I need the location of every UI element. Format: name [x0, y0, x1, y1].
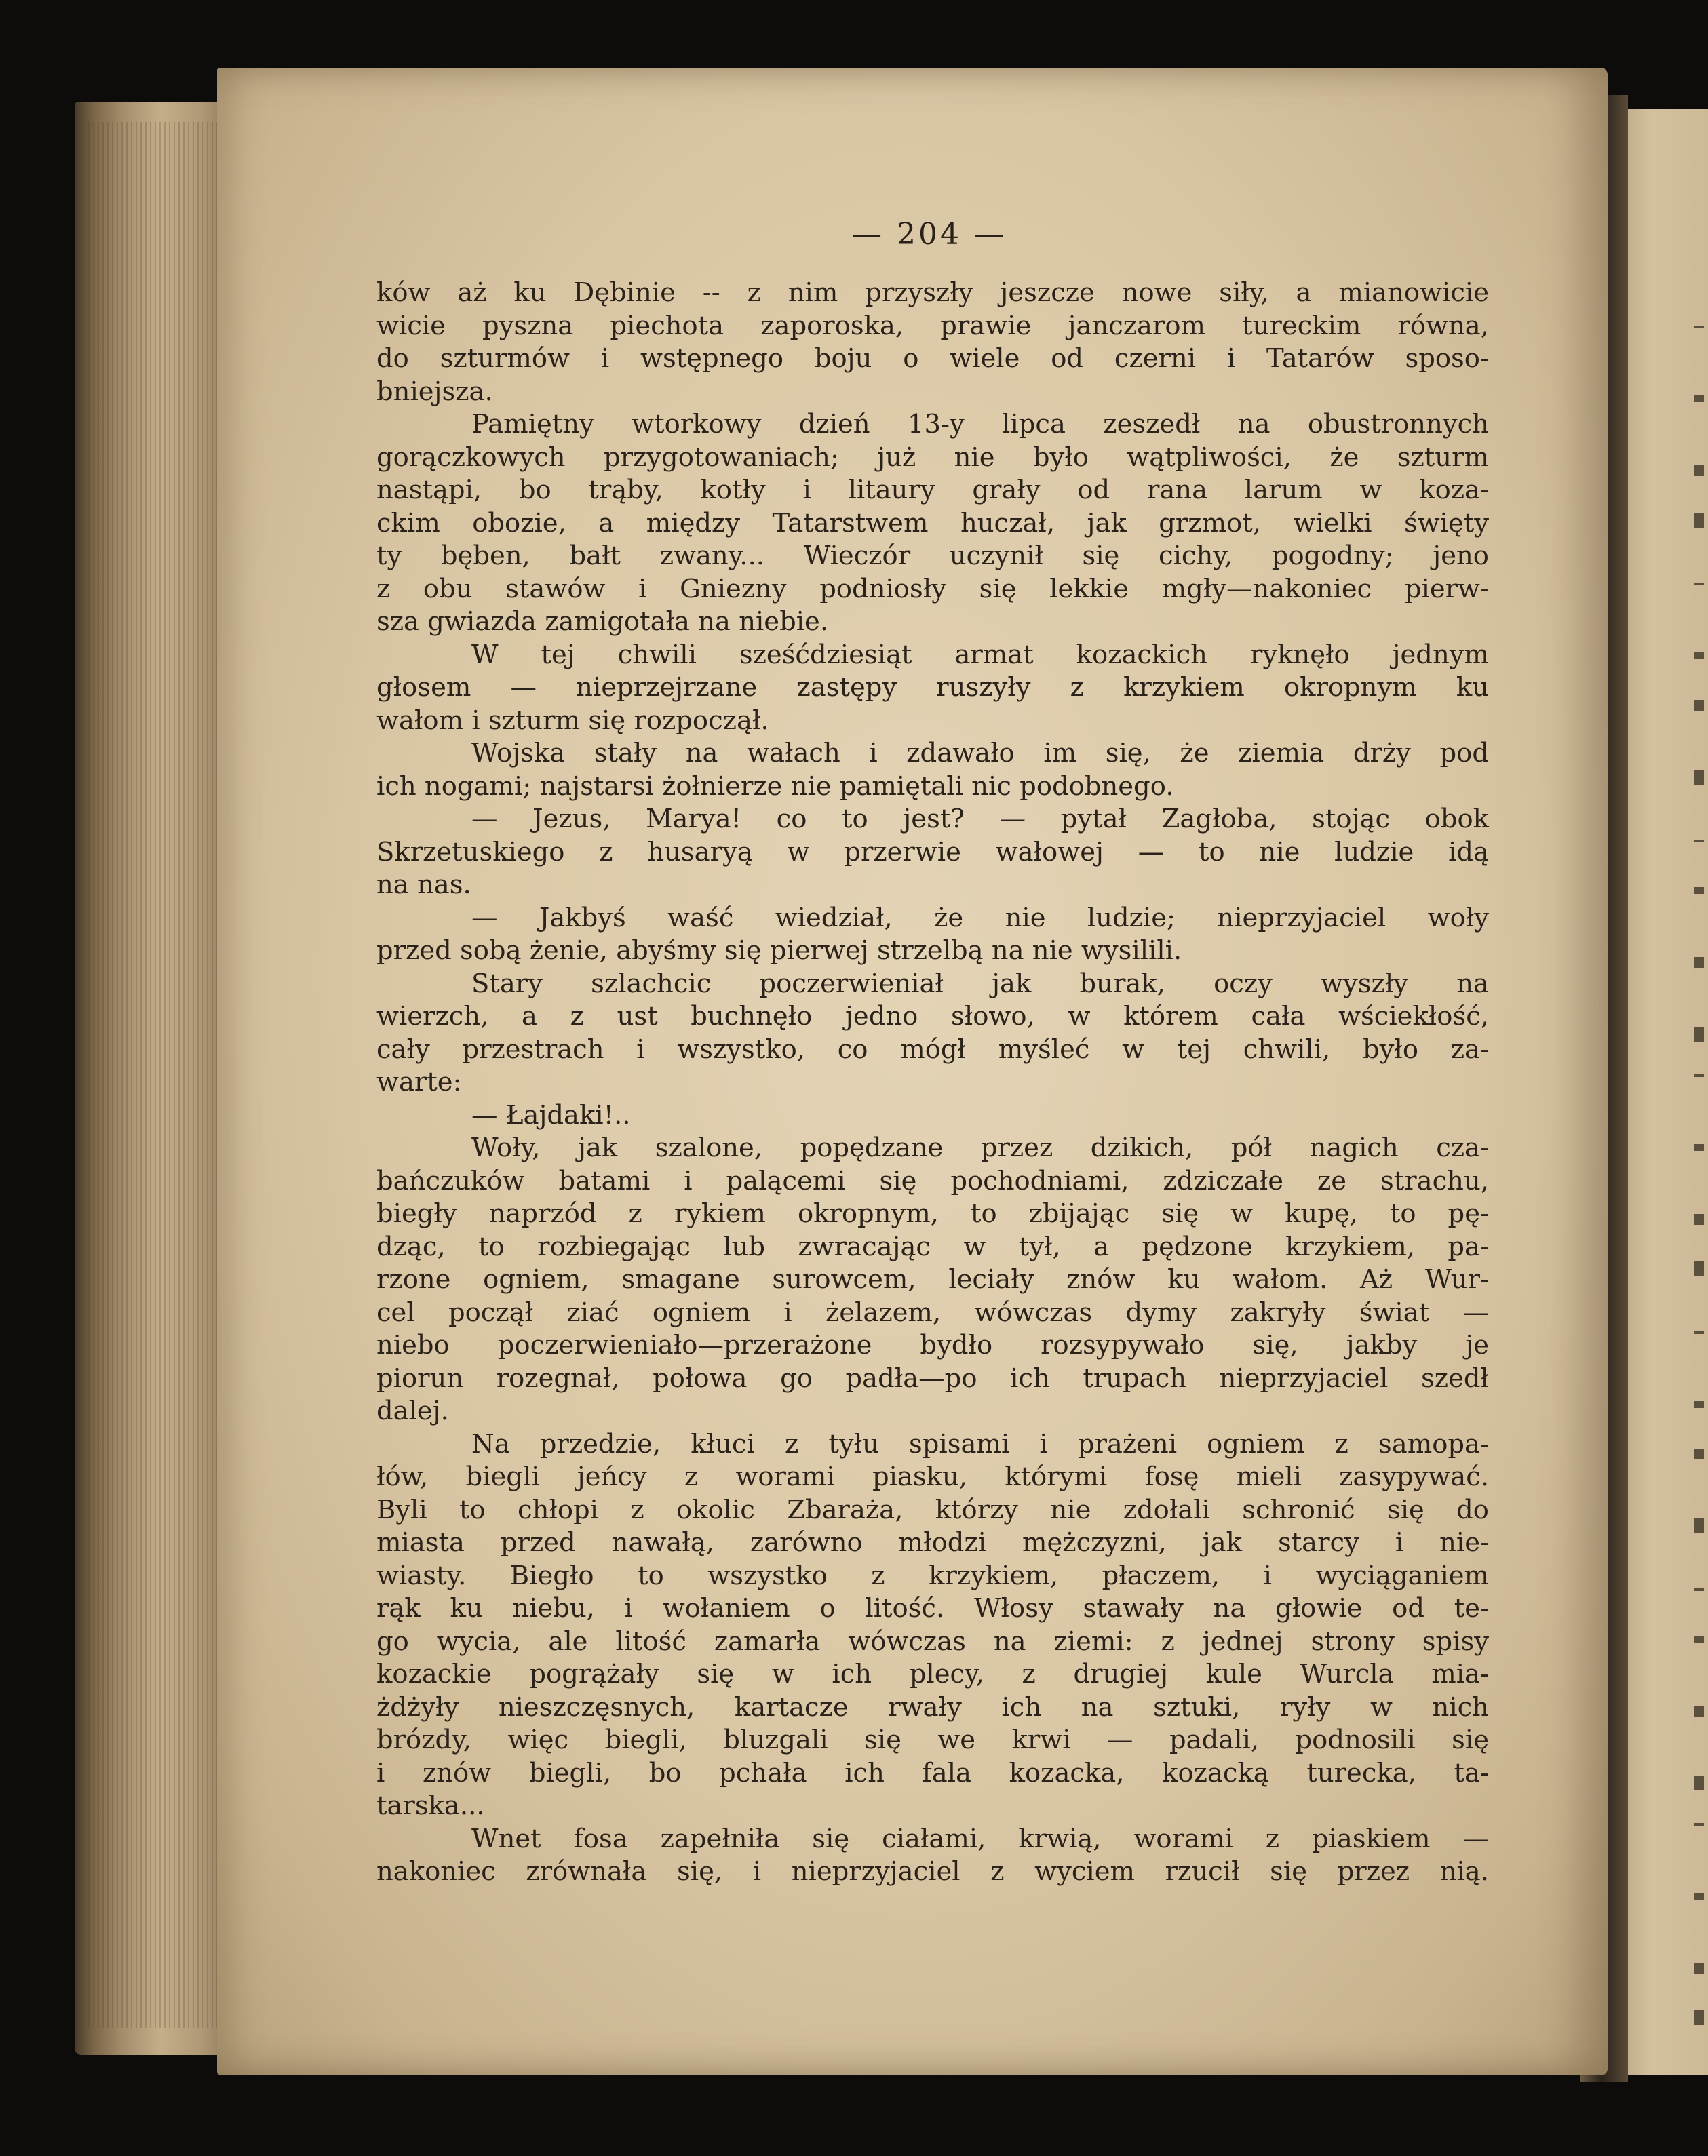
text-line: bańczuków batami i palącemi się pochodniami, zdziczałe ze strachu,: [376, 1165, 1489, 1196]
facing-page-glyph-fragment: [1694, 395, 1704, 402]
facing-page-edge: [1614, 109, 1708, 2075]
text-line: rzone ogniem, smagane surowcem, leciały znów ku wałom. Aż Wur-: [376, 1264, 1489, 1295]
text-line: dząc, to rozbiegając lub zwracając w tył, a pędzone krzykiem, pa-: [376, 1231, 1489, 1262]
text-line: wicie pyszna piechota zaporoska, prawie janczarom tureckim równa,: [376, 310, 1489, 341]
text-line: Skrzetuskiego z husaryą w przerwie wałowej — to nie ludzie idą: [376, 836, 1489, 867]
text-line: Wnet fosa zapełniła się ciałami, krwią, worami z piaskiem —: [471, 1823, 1489, 1854]
text-line: Byli to chłopi z okolic Zbaraża, którzy nie zdołali schronić się do: [376, 1494, 1489, 1525]
text-line: gorączkowych przygotowaniach; już nie było wątpliwości, że szturm: [376, 442, 1489, 473]
facing-page-glyph-fragment: [1694, 583, 1704, 585]
text-line: bniejsza.: [376, 376, 493, 407]
text-line: dalej.: [376, 1396, 449, 1426]
facing-page-glyph-fragment: [1694, 770, 1704, 785]
text-line: piorun rozegnał, połowa go padła—po ich trupach nieprzyjaciel szedł: [376, 1363, 1489, 1394]
text-line: Stary szlachcic poczerwieniał jak burak, oczy wyszły na: [471, 968, 1489, 999]
facing-page-glyph-fragment: [1694, 887, 1704, 894]
text-line: na nas.: [376, 869, 471, 900]
text-line: Woły, jak szalone, popędzane przez dzikich, pół nagich cza-: [471, 1133, 1489, 1163]
facing-page-glyph-fragment: [1694, 1823, 1704, 1826]
facing-page-glyph-fragment: [1694, 1636, 1704, 1643]
book-page-edges: [75, 102, 231, 2055]
text-line: — Łajdaki!..: [471, 1099, 631, 1131]
text-line: tarska...: [376, 1790, 485, 1821]
page-body-text: [376, 277, 1489, 1889]
text-line: do szturmów i wstępnego boju o wiele od czerni i Tatarów sposo-: [376, 343, 1489, 374]
text-line: rąk ku niebu, i wołaniem o litość. Włosy stawały na głowie od te-: [376, 1593, 1489, 1624]
facing-page-glyph-fragment: [1694, 1027, 1704, 1042]
facing-page-glyph-fragment: [1694, 1331, 1704, 1334]
text-line: W tej chwili sześćdziesiąt armat kozackich ryknęło jednym: [471, 639, 1489, 670]
facing-page-glyph-fragment: [1694, 957, 1704, 968]
facing-page-glyph-fragment: [1694, 1776, 1704, 1790]
text-line: nastąpi, bo trąby, kotły i litaury grały od rana larum w koza-: [376, 475, 1489, 505]
facing-page-glyph-fragment: [1694, 1893, 1704, 1900]
text-line: i znów biegli, bo pchała ich fala kozacka, kozacką turecka, ta-: [376, 1757, 1489, 1788]
page-number: — 204 —: [852, 217, 1007, 252]
text-line: przed sobą żenie, abyśmy się pierwej strzelbą na nie wysilili.: [376, 935, 1182, 966]
facing-page-glyph-fragment: [1694, 465, 1704, 476]
text-line: ków aż ku Dębinie -- z nim przyszły jeszcze nowe siły, a mianowicie: [376, 277, 1489, 308]
text-line: Na przedzie, kłuci z tyłu spisami i prażeni ogniem z samopa-: [471, 1428, 1489, 1459]
text-line: go wycia, ale litość zamarła wówczas na ziemi: z jednej strony spisy: [376, 1626, 1489, 1657]
facing-page-glyph-fragment: [1694, 1706, 1704, 1717]
facing-page-glyph-fragment: [1694, 2010, 1704, 2025]
text-line: nakoniec zrównała się, i nieprzyjaciel z wyciem rzucił się przez nią.: [376, 1856, 1489, 1887]
text-line: żdżyły nieszczęsnych, kartacze rwały ich na sztuki, ryły w nich: [376, 1691, 1489, 1723]
text-line: biegły naprzód z rykiem okropnym, to zbijając się w kupę, to pę-: [376, 1198, 1489, 1229]
text-line: łów, biegli jeńcy z worami piasku, którymi fosę mieli zasypywać.: [376, 1462, 1489, 1492]
text-line: wierzch, a z ust buchnęło jedno słowo, w którem cała wściekłość,: [376, 1001, 1489, 1032]
text-line: kozackie pogrążały się w ich plecy, z drugiej kule Wurcla mia-: [376, 1659, 1489, 1689]
facing-page-glyph-fragment: [1694, 1449, 1704, 1459]
facing-page-glyph-fragment: [1694, 1261, 1704, 1276]
text-line: sza gwiazda zamigotała na niebie.: [376, 606, 829, 637]
text-line: — Jakbyś waść wiedział, że nie ludzie; nieprzyjaciel woły: [471, 902, 1489, 933]
facing-page-glyph-fragment: [1694, 1144, 1704, 1151]
text-line: brózdy, więc biegli, bluzgali się we krwi — padali, podnosili się: [376, 1725, 1489, 1755]
text-line: miasta przed nawałą, zarówno młodzi mężczyzni, jak starcy i nie-: [376, 1527, 1489, 1558]
facing-page-glyph-fragment: [1694, 1401, 1704, 1408]
facing-page-glyph-fragment: [1694, 513, 1704, 528]
text-line: wałom i szturm się rozpoczął.: [376, 705, 769, 736]
text-line: ich nogami; najstarsi żołnierze nie pamiętali nic podobnego.: [376, 770, 1174, 802]
facing-page-glyph-fragment: [1694, 326, 1704, 328]
text-line: warte:: [376, 1067, 462, 1097]
text-line: Pamiętny wtorkowy dzień 13-y lipca zeszedł na obustronnych: [471, 409, 1489, 439]
text-line: głosem — nieprzejrzane zastępy ruszyły z krzykiem okropnym ku: [376, 672, 1489, 703]
text-line: z obu stawów i Gniezny podniosły się lekkie mgły—nakoniec pierw-: [376, 573, 1489, 604]
text-line: cel począł ziać ogniem i żelazem, wówczas dymy zakryły świat —: [376, 1297, 1489, 1328]
text-line: wiasty. Biegło to wszystko z krzykiem, płaczem, i wyciąganiem: [376, 1560, 1489, 1591]
facing-page-glyph-fragment: [1694, 1588, 1704, 1591]
facing-page-glyph-fragment: [1694, 1074, 1704, 1077]
facing-page-glyph-fragment: [1694, 1518, 1704, 1533]
text-line: ckim obozie, a między Tatarstwem huczał, jak grzmot, wielki święty: [376, 507, 1489, 538]
facing-page-glyph-fragment: [1694, 652, 1704, 659]
text-line: niebo poczerwieniało—przerażone bydło rozsypywało się, jakby je: [376, 1330, 1489, 1360]
text-line: Wojska stały na wałach i zdawało im się, że ziemia drży pod: [471, 738, 1489, 768]
facing-page-glyph-fragment: [1694, 1214, 1704, 1225]
text-line: cały przestrach i wszystko, co mógł myśleć w tej chwili, było za-: [376, 1034, 1489, 1065]
text-line: ty bęben, bałt zwany... Wieczór uczynił się cichy, pogodny; jeno: [376, 541, 1489, 571]
facing-page-glyph-fragment: [1694, 1963, 1704, 1974]
text-line: — Jezus, Marya! co to jest? — pytał Zagłoba, stojąc obok: [471, 804, 1489, 834]
facing-page-glyph-fragment: [1694, 840, 1704, 842]
facing-page-glyph-fragment: [1694, 700, 1704, 711]
